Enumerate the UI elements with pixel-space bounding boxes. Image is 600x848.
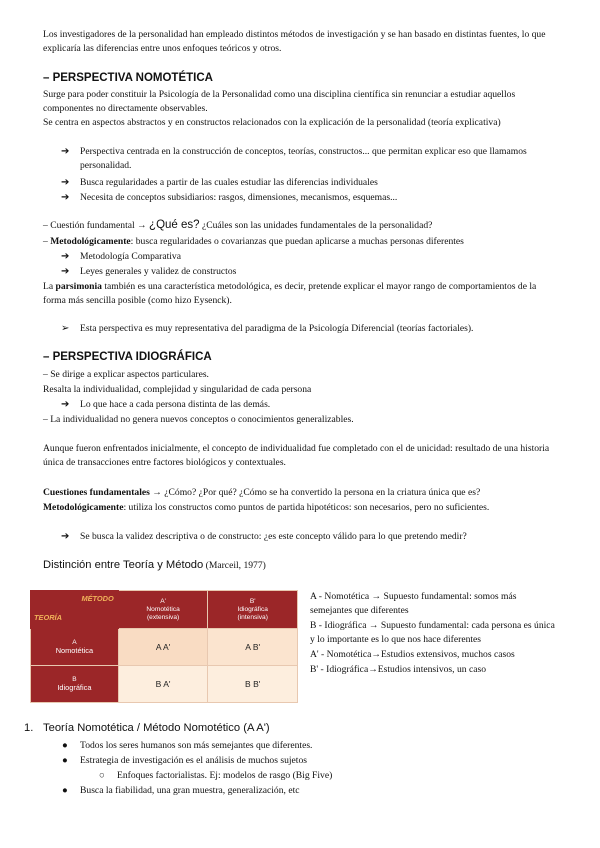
cell-b-a: B A' (118, 666, 208, 703)
table-corner-header: MÉTODO TEORÍA (31, 591, 119, 629)
parsimonia-paragraph: La parsimonia también es una característica metodológica, es decir, pretende explicar el mayor rango de comportamientos de la forma más sencilla posible (como hizo Eysenck). (43, 281, 537, 306)
row-header-idiografica: B Idiográfica (31, 666, 119, 703)
arrow-bullet-icon: ➔ (61, 192, 70, 203)
arrow-bullet-icon: ➔ (61, 251, 70, 262)
nomotetica-bullet-2: Busca regularidades a partir de las cuales estudiar las diferencias individuales (80, 177, 378, 188)
column-header-idiografica: B' Idiográfica (intensiva) (208, 591, 298, 629)
paradigm-bullet: Esta perspectiva es muy representativa del paradigma de la Psicología Diferencial (teorías factoriales). (80, 323, 474, 334)
note-a: A - Nomotética → Supuesto fundamental: somos más semejantes que diferentes (310, 591, 517, 616)
bullet-dot-icon: ● (62, 785, 68, 796)
bullet-dot-icon: ● (62, 740, 68, 751)
cell-b-b: B B' (208, 666, 298, 703)
metod-bullet-2: Leyes generales y validez de constructos (80, 266, 237, 277)
idiografica-line-3: – La individualidad no genera nuevos conceptos o conocimientos generalizables. (43, 414, 354, 425)
cuestion-fundamental-line: – Cuestión fundamental → ¿Qué es? ¿Cuáles son las unidades fundamentales de la personalidad? (43, 219, 433, 231)
note-b-prime: B' - Idiográfica→Estudios intensivos, un caso (310, 664, 486, 675)
bullet-circle-icon: ○ (99, 770, 105, 781)
note-a-prime: A' - Nomotética→Estudios extensivos, muchos casos (310, 649, 515, 660)
idiografica-line-1: – Se dirige a explicar aspectos particulares. (43, 369, 209, 380)
column-header-nomotetica: A' Nomotética (extensiva) (118, 591, 208, 629)
note-b: B - Idiográfica → Supuesto fundamental: cada persona es única y lo importante es lo que nos hace diferentes (310, 620, 555, 645)
idiografica-line-2: Resalta la individualidad, complejidad y singularidad de cada persona (43, 384, 312, 395)
teoria-metodo-table (30, 590, 298, 703)
arrow-bullet-icon: ➔ (61, 399, 70, 410)
cell-a-b: A B' (208, 629, 298, 666)
section-1-title: Teoría Nomotética / Método Nomotético (A A') (43, 722, 270, 734)
arrow-bullet-icon: ➔ (61, 531, 70, 542)
cuestiones-fundamentales-line: Cuestiones fundamentales → ¿Cómo? ¿Por qué? ¿Cómo se ha convertido la persona en la criatura única que es? (43, 487, 481, 498)
intro-paragraph: Los investigadores de la personalidad han empleado distintos métodos de investigación y se han basado en distintas fuentes, lo que explicaría las diferencias entre unos enfoques teóricos y otros. (43, 29, 546, 54)
section-1-bullet-1: Todos los seres humanos son más semejantes que diferentes. (80, 740, 313, 751)
bullet-dot-icon: ● (62, 755, 68, 766)
section-1-subbullet: Enfoques factorialistas. Ej: modelos de rasgo (Big Five) (117, 770, 333, 781)
section-number: 1. (24, 722, 34, 734)
metod-bullet-1: Metodología Comparativa (80, 251, 181, 262)
metodologicamente-line: – Metodológicamente: busca regularidades o covarianzas que puedan aplicarse a muchas personas diferentes (43, 236, 464, 247)
nomotetica-bullet-3: Necesita de conceptos subsidiarios: rasgos, dimensiones, mecanismos, esquemas... (80, 192, 398, 203)
distincion-heading: Distinción entre Teoría y Método (Marceil, 1977) (43, 559, 266, 571)
section-1-bullet-2: Estrategia de investigación es el análisis de muchos sujetos (80, 755, 307, 766)
idiografica-bullet-2: Se busca la validez descriptiva o de constructo: ¿es este concepto válido para lo que pretendo medir? (80, 531, 467, 542)
idiografica-bullet-1: Lo que hace a cada persona distinta de las demás. (80, 399, 271, 410)
nomotetica-p2: Se centra en aspectos abstractos y en constructos relacionados con la explicación de la personalidad (teoría explicativa) (43, 117, 501, 128)
triangle-arrow-icon: ➢ (61, 323, 70, 334)
arrow-bullet-icon: ➔ (61, 146, 70, 157)
nomotetica-heading: – PERSPECTIVA NOMOTÉTICA (43, 72, 213, 84)
row-header-nomotetica: A Nomotética (31, 629, 119, 666)
unicidad-paragraph: Aunque fueron enfrentados inicialmente, el concepto de individualidad fue completado con el de unicidad: resultado de una historia única de transacciones entre factores biológicos y contextuales. (43, 443, 550, 468)
section-1-bullet-3: Busca la fiabilidad, una gran muestra, generalización, etc (80, 785, 300, 796)
nomotetica-bullet-1: Perspectiva centrada en la construcción de conceptos, teorías, constructos... que permitan explicar eso que llamamos personalidad. (80, 146, 527, 171)
idiografica-heading: – PERSPECTIVA IDIOGRÁFICA (43, 351, 212, 363)
nomotetica-p1: Surge para poder constituir la Psicología de la Personalidad como una disciplina científica sin renunciar a estudiar aquellos componentes no directamente observables. (43, 89, 516, 114)
cell-a-a: A A' (118, 629, 208, 666)
arrow-bullet-icon: ➔ (61, 266, 70, 277)
idiografica-metodologicamente: Metodológicamente: utiliza los constructos como puntos de partida hipotéticos: son necesarios, pero no suficientes. (43, 502, 490, 513)
arrow-bullet-icon: ➔ (61, 177, 70, 188)
